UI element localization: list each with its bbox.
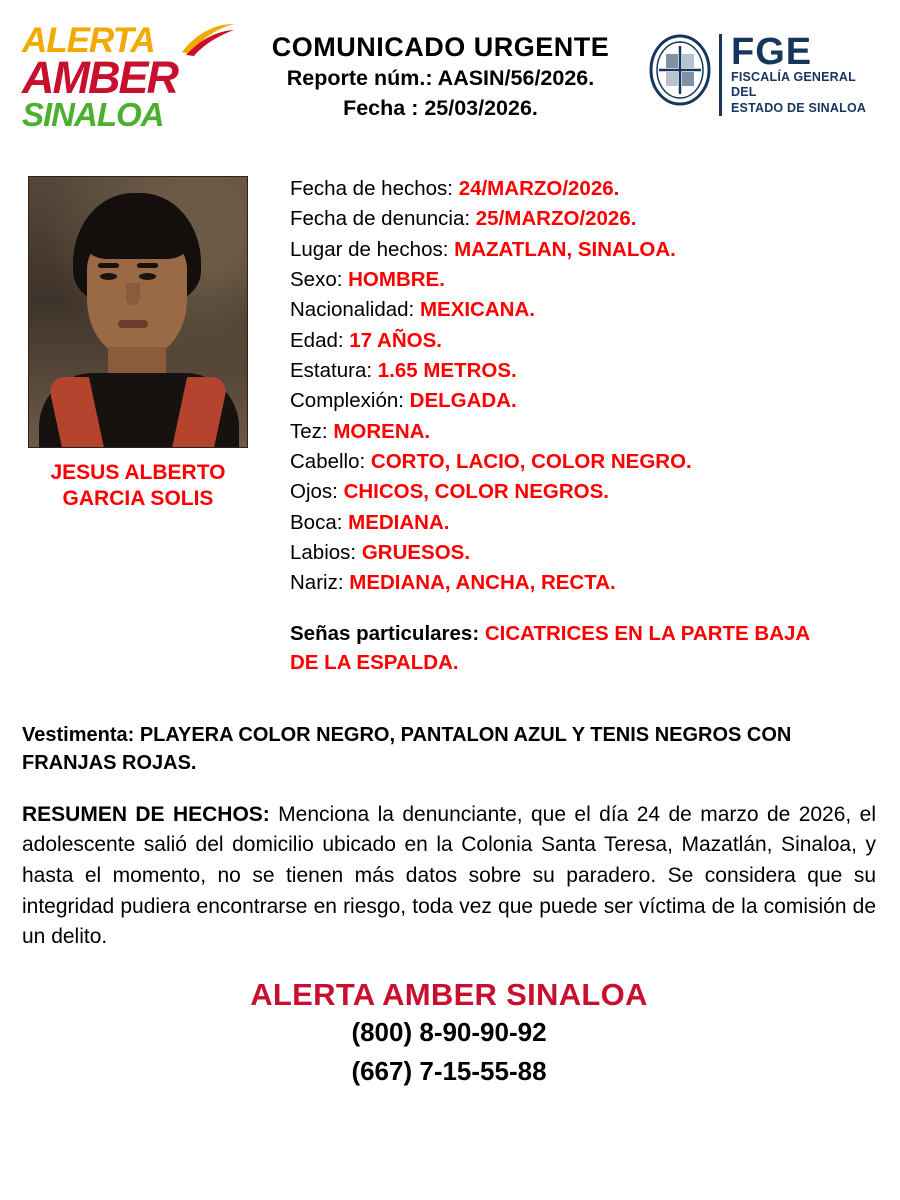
detail-label: Nariz:	[290, 571, 344, 595]
detail-value: 1.65 METROS.	[377, 358, 517, 382]
detail-label: Estatura:	[290, 358, 373, 382]
footer-phone-1[interactable]: (800) 8-90-90-92	[351, 1016, 547, 1047]
detail-label: Tez:	[290, 419, 328, 443]
victim-name-line1: JESUS ALBERTO	[50, 461, 226, 484]
detail-row	[290, 295, 884, 325]
detail-row	[290, 477, 884, 507]
detail-row	[290, 265, 884, 295]
detail-value: MEDIANA, ANCHA, RECTA.	[349, 571, 616, 595]
report-number: Reporte núm.: AASIN/56/2026.	[286, 66, 595, 91]
logo-line-alerta: ALERTA	[22, 21, 155, 60]
fge-name-line2: ESTADO DE SINALOA	[731, 100, 867, 115]
detail-value: MEXICANA.	[419, 298, 535, 322]
detail-value: DELGADA.	[409, 389, 517, 413]
detail-value: MAZATLAN, SINALOA.	[454, 237, 676, 261]
summary-label: RESUMEN DE HECHOS:	[22, 802, 270, 826]
detail-value: MORENA.	[333, 419, 431, 443]
clothing-value: PLAYERA COLOR NEGRO, PANTALON AZUL Y TENIS NEGROS CON FRANJAS ROJAS.	[22, 723, 792, 775]
detail-row	[290, 174, 884, 204]
logo-line-amber: AMBER	[22, 52, 177, 104]
detail-value: HOMBRE.	[348, 267, 445, 291]
detail-row	[290, 356, 884, 386]
detail-label: Cabello:	[290, 449, 366, 473]
detail-value: 25/MARZO/2026.	[475, 207, 637, 231]
logo-line-sinaloa: SINALOA	[22, 95, 164, 133]
swoosh-icon	[180, 22, 236, 56]
detail-value: 24/MARZO/2026.	[458, 177, 620, 200]
detail-label: Fecha de hechos:	[290, 177, 453, 200]
fge-text-block	[719, 31, 884, 116]
senas-value: CICATRICES EN LA PARTE BAJA DE LA ESPALDA.	[290, 621, 810, 674]
detail-label: Complexión:	[290, 389, 404, 413]
victim-photo	[28, 176, 248, 448]
detail-value: CHICOS, COLOR NEGROS.	[343, 480, 609, 504]
detail-label: Fecha de denuncia:	[290, 207, 471, 231]
poster-footer	[22, 977, 876, 1091]
detail-row	[290, 508, 884, 538]
footer-title: ALERTA AMBER SINALOA	[250, 976, 648, 1012]
detail-row	[290, 538, 884, 568]
poster-header	[0, 0, 900, 150]
photo-column	[28, 162, 266, 677]
government-seal-icon	[649, 34, 711, 106]
poster-body	[0, 150, 900, 677]
footer-phone-2[interactable]: (667) 7-15-55-88	[351, 1055, 547, 1086]
lower-text-section	[0, 721, 900, 1091]
detail-row	[290, 386, 884, 416]
fge-acronym: FGE	[731, 31, 813, 73]
detail-label: Ojos:	[290, 480, 338, 504]
detail-value: GRUESOS.	[361, 540, 471, 564]
detail-label: Edad:	[290, 328, 344, 352]
detail-value: MEDIANA.	[348, 510, 450, 534]
summary-of-events	[22, 800, 876, 953]
detail-label: Lugar de hechos:	[290, 237, 449, 261]
detail-value: 17 AÑOS.	[349, 328, 442, 352]
detail-row	[290, 235, 884, 265]
distinguishing-marks	[290, 619, 835, 677]
header-title-block	[232, 18, 649, 123]
detail-label: Nacionalidad:	[290, 298, 415, 322]
fge-logo	[649, 18, 884, 116]
victim-name	[28, 460, 248, 513]
detail-row	[290, 417, 884, 447]
detail-value: CORTO, LACIO, COLOR NEGRO.	[370, 449, 692, 473]
report-date: Fecha : 25/03/2026.	[343, 95, 538, 120]
alerta-amber-logo	[22, 18, 232, 133]
detail-row	[290, 204, 884, 234]
detail-row	[290, 326, 884, 356]
detail-label: Boca:	[290, 510, 343, 534]
summary-text: Menciona la denunciante, que el día 24 de marzo de 2026, el adolescente salió del domicilio ubicado en la Colonia Santa Teresa, Mazatlán, Sinaloa, y hasta el momento, no se tienen más datos sobre su paradero. Se considera que su integridad pudiera encontrarse en riesgo, toda vez que puede ser víctima de la comisión de un delito.	[22, 802, 876, 949]
details-column	[266, 162, 884, 677]
senas-label: Señas particulares:	[290, 621, 480, 645]
detail-label: Labios:	[290, 540, 357, 564]
page-title: COMUNICADO URGENTE	[271, 32, 610, 62]
detail-row	[290, 568, 884, 598]
fge-name-line1: FISCALÍA GENERAL DEL	[731, 70, 856, 100]
detail-row	[290, 447, 884, 477]
clothing-description	[22, 721, 876, 778]
clothing-label: Vestimenta:	[22, 723, 135, 746]
victim-name-line2: GARCIA SOLIS	[62, 487, 214, 511]
detail-label: Sexo:	[290, 267, 343, 291]
